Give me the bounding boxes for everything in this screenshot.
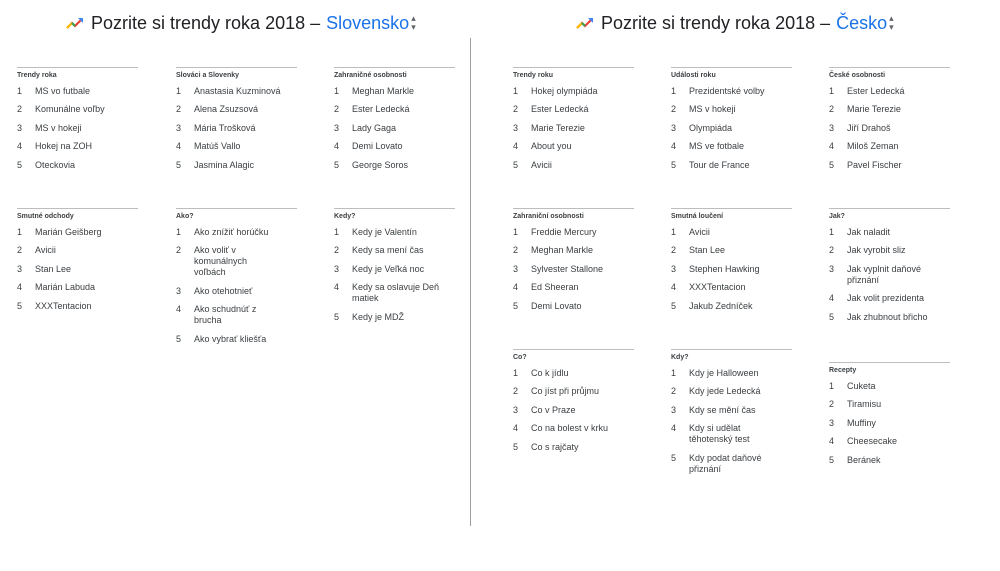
item-label: Kdy jede Ledecká bbox=[689, 386, 761, 397]
list-item[interactable] bbox=[176, 227, 297, 238]
list-item[interactable] bbox=[17, 227, 138, 238]
list-item[interactable] bbox=[513, 301, 634, 312]
header-title: Pozrite si trendy roka 2018 – bbox=[91, 12, 321, 33]
list-item[interactable] bbox=[17, 86, 138, 97]
header-slovakia bbox=[66, 8, 416, 38]
block-title: Smutné odchody bbox=[17, 208, 138, 222]
block-title: Ako? bbox=[176, 208, 297, 222]
rank-number: 1 bbox=[513, 227, 519, 237]
item-label: Ester Ledecká bbox=[352, 104, 410, 115]
list-item[interactable] bbox=[829, 123, 950, 134]
item-label: Freddie Mercury bbox=[531, 227, 597, 237]
block-title: Kedy? bbox=[334, 208, 455, 222]
block-title: Smutná loučení bbox=[671, 208, 792, 222]
list-item[interactable] bbox=[671, 423, 792, 445]
rank-number: 5 bbox=[671, 452, 677, 463]
item-label: Prezidentské volby bbox=[689, 86, 765, 96]
list-item[interactable] bbox=[513, 386, 634, 397]
block-cz-co bbox=[513, 349, 634, 460]
rank-number: 3 bbox=[671, 122, 677, 133]
list-item[interactable] bbox=[176, 141, 297, 152]
block-sk-ako bbox=[176, 208, 297, 352]
block-cz-smutna-louceni bbox=[671, 208, 792, 319]
item-label: Jiří Drahoš bbox=[847, 122, 891, 133]
header-czechia bbox=[576, 8, 894, 38]
list-item[interactable] bbox=[829, 455, 950, 466]
block-cz-jak bbox=[829, 208, 950, 330]
item-label: Avicii bbox=[689, 227, 710, 237]
list-item[interactable] bbox=[671, 301, 792, 312]
item-label: Co v Praze bbox=[531, 404, 576, 415]
item-label: Matúš Vallo bbox=[194, 141, 241, 152]
list-item[interactable] bbox=[829, 160, 950, 171]
item-label: MS ve fotbale bbox=[689, 141, 745, 152]
item-label: Ako vybrať kliešťa bbox=[194, 333, 267, 344]
rank-number: 5 bbox=[334, 311, 340, 322]
item-label: Kdy podat daňové přiznání bbox=[689, 452, 762, 474]
block-cz-kdy bbox=[671, 349, 792, 482]
list-item[interactable] bbox=[17, 104, 138, 115]
list-item[interactable] bbox=[829, 141, 950, 152]
list-item[interactable] bbox=[671, 282, 792, 293]
trend-list bbox=[513, 86, 634, 171]
block-cz-ceske-osobnosti bbox=[829, 67, 950, 178]
item-label: Oteckovia bbox=[35, 159, 76, 170]
item-label: Marián Labuda bbox=[35, 282, 96, 293]
item-label: Co k jídlu bbox=[531, 368, 569, 378]
rank-number: 1 bbox=[513, 86, 519, 96]
list-item[interactable] bbox=[671, 264, 792, 275]
list-item[interactable] bbox=[513, 282, 634, 293]
rank-number: 4 bbox=[829, 436, 835, 447]
rank-number: 5 bbox=[671, 300, 677, 311]
rank-number: 1 bbox=[671, 86, 677, 96]
rank-number: 3 bbox=[671, 404, 677, 415]
rank-number: 2 bbox=[17, 245, 23, 256]
rank-number: 1 bbox=[17, 227, 23, 237]
list-item[interactable] bbox=[829, 436, 950, 447]
rank-number: 4 bbox=[513, 282, 519, 293]
rank-number: 1 bbox=[829, 227, 835, 237]
item-label: Kedy je MDŽ bbox=[352, 311, 405, 322]
trend-list bbox=[176, 86, 297, 171]
trend-list bbox=[17, 86, 138, 171]
rank-number: 1 bbox=[334, 227, 340, 237]
rank-number: 2 bbox=[829, 245, 835, 256]
list-item[interactable] bbox=[334, 86, 455, 97]
list-item[interactable] bbox=[176, 334, 297, 345]
block-sk-smutne-odchody bbox=[17, 208, 138, 319]
rank-number: 1 bbox=[17, 86, 23, 96]
header-title: Pozrite si trendy roka 2018 – bbox=[601, 12, 831, 33]
block-sk-trendy-roka bbox=[17, 67, 138, 178]
item-label: Muffiny bbox=[847, 417, 876, 428]
rank-number: 2 bbox=[829, 104, 835, 115]
rank-number: 1 bbox=[671, 368, 677, 378]
item-label: Jak naladit bbox=[847, 227, 891, 237]
item-label: Sylvester Stallone bbox=[531, 263, 604, 274]
list-item[interactable] bbox=[334, 104, 455, 115]
item-label: MS vo futbale bbox=[35, 86, 91, 96]
item-label: Co jíst při průjmu bbox=[531, 386, 600, 397]
list-item[interactable] bbox=[829, 418, 950, 429]
rank-number: 1 bbox=[334, 86, 340, 96]
rank-number: 1 bbox=[671, 227, 677, 237]
list-item[interactable] bbox=[513, 264, 634, 275]
item-label: Ako otehotnieť bbox=[194, 285, 253, 296]
rank-number: 4 bbox=[829, 141, 835, 152]
trend-list bbox=[176, 227, 297, 345]
list-item[interactable] bbox=[829, 264, 950, 286]
rank-number: 4 bbox=[17, 141, 23, 152]
rank-number: 5 bbox=[513, 441, 519, 452]
list-item[interactable] bbox=[176, 286, 297, 297]
list-item[interactable] bbox=[671, 245, 792, 256]
item-label: Marie Terezie bbox=[847, 104, 901, 115]
rank-number: 1 bbox=[829, 86, 835, 96]
trend-list bbox=[829, 86, 950, 171]
item-label: Meghan Markle bbox=[531, 245, 594, 256]
item-label: Komunálne voľby bbox=[35, 104, 105, 115]
block-title: Zahraniční osobnosti bbox=[513, 208, 634, 222]
list-item[interactable] bbox=[829, 312, 950, 323]
list-item[interactable] bbox=[513, 405, 634, 416]
list-item[interactable] bbox=[176, 304, 297, 326]
rank-number: 4 bbox=[513, 423, 519, 434]
list-item[interactable] bbox=[334, 160, 455, 171]
rank-number: 3 bbox=[829, 263, 835, 274]
rank-number: 5 bbox=[176, 333, 182, 344]
list-item[interactable] bbox=[671, 86, 792, 97]
trend-list bbox=[671, 227, 792, 312]
block-cz-recepty bbox=[829, 362, 950, 473]
list-item[interactable] bbox=[829, 104, 950, 115]
list-item[interactable] bbox=[176, 245, 297, 278]
block-cz-zahranicni-osobnosti bbox=[513, 208, 634, 319]
rank-number: 3 bbox=[17, 263, 23, 274]
list-item[interactable] bbox=[671, 405, 792, 416]
item-label: MS v hokeji bbox=[35, 122, 82, 133]
item-label: Co na bolest v krku bbox=[531, 423, 609, 434]
item-label: Jak vyplnit daňové přiznání bbox=[847, 263, 922, 285]
item-label: Tour de France bbox=[689, 159, 750, 170]
block-sk-slovaci-a-slovenky bbox=[176, 67, 297, 178]
item-label: Kdy se mění čas bbox=[689, 404, 756, 415]
item-label: Marián Geišberg bbox=[35, 227, 102, 237]
list-item[interactable] bbox=[671, 453, 792, 475]
item-label: Jak volit prezidenta bbox=[847, 293, 925, 304]
rank-number: 2 bbox=[671, 104, 677, 115]
list-item[interactable] bbox=[17, 282, 138, 293]
item-label: Kedy sa mení čas bbox=[352, 245, 424, 256]
rank-number: 4 bbox=[176, 304, 182, 315]
item-label: George Soros bbox=[352, 159, 409, 170]
rank-number: 4 bbox=[17, 282, 23, 293]
trend-list bbox=[513, 227, 634, 312]
item-label: Hokej olympiáda bbox=[531, 86, 598, 96]
item-label: Kdy je Halloween bbox=[689, 368, 759, 378]
item-label: Avicii bbox=[531, 159, 552, 170]
block-title: Trendy roku bbox=[513, 67, 634, 81]
rank-number: 3 bbox=[334, 122, 340, 133]
rank-number: 4 bbox=[334, 282, 340, 293]
rank-number: 2 bbox=[176, 245, 182, 256]
list-item[interactable] bbox=[17, 141, 138, 152]
item-label: Jak zhubnout břicho bbox=[847, 311, 928, 322]
block-cz-trendy-roku bbox=[513, 67, 634, 178]
block-title: Události roku bbox=[671, 67, 792, 81]
item-label: Olympiáda bbox=[689, 122, 733, 133]
list-item[interactable] bbox=[176, 104, 297, 115]
item-label: Cheesecake bbox=[847, 436, 898, 447]
list-item[interactable] bbox=[17, 301, 138, 312]
item-label: Ako voliť v komunálnych voľbách bbox=[194, 245, 248, 278]
rank-number: 5 bbox=[17, 159, 23, 170]
block-sk-kedy bbox=[334, 208, 455, 330]
item-label: Hokej na ZOH bbox=[35, 141, 93, 152]
rank-number: 2 bbox=[176, 104, 182, 115]
item-label: Tiramisu bbox=[847, 399, 882, 410]
list-item[interactable] bbox=[17, 264, 138, 275]
list-item[interactable] bbox=[334, 264, 455, 275]
list-item[interactable] bbox=[334, 282, 455, 304]
list-item[interactable] bbox=[829, 245, 950, 256]
rank-number: 5 bbox=[17, 300, 23, 311]
rank-number: 1 bbox=[176, 86, 182, 96]
item-label: Pavel Fischer bbox=[847, 159, 902, 170]
block-title: Recepty bbox=[829, 362, 950, 376]
item-label: Demi Lovato bbox=[352, 141, 403, 152]
list-item[interactable] bbox=[17, 245, 138, 256]
rank-number: 4 bbox=[829, 293, 835, 304]
list-item[interactable] bbox=[513, 123, 634, 134]
block-title: Jak? bbox=[829, 208, 950, 222]
region-selector-cesko[interactable]: Česko bbox=[836, 12, 888, 33]
trend-list bbox=[513, 368, 634, 453]
rank-number: 4 bbox=[671, 141, 677, 152]
rank-number: 1 bbox=[513, 368, 519, 378]
center-divider bbox=[470, 38, 471, 526]
block-cz-udalosti-roku bbox=[671, 67, 792, 178]
list-item[interactable] bbox=[513, 442, 634, 453]
list-item[interactable] bbox=[176, 86, 297, 97]
list-item[interactable] bbox=[17, 160, 138, 171]
rank-number: 3 bbox=[334, 263, 340, 274]
trend-list bbox=[334, 227, 455, 323]
list-item[interactable] bbox=[671, 386, 792, 397]
rank-number: 3 bbox=[671, 263, 677, 274]
rank-number: 2 bbox=[334, 245, 340, 256]
rank-number: 3 bbox=[513, 122, 519, 133]
trending-icon bbox=[576, 16, 594, 30]
list-item[interactable] bbox=[671, 368, 792, 379]
rank-number: 2 bbox=[17, 104, 23, 115]
item-label: Ed Sheeran bbox=[531, 282, 579, 293]
list-item[interactable] bbox=[334, 141, 455, 152]
list-item[interactable] bbox=[334, 312, 455, 323]
trend-list bbox=[334, 86, 455, 171]
item-label: XXXTentacion bbox=[689, 282, 746, 293]
list-item[interactable] bbox=[671, 160, 792, 171]
item-label: Lady Gaga bbox=[352, 122, 397, 133]
item-label: XXXTentacion bbox=[35, 300, 92, 311]
rank-number: 4 bbox=[671, 282, 677, 293]
list-item[interactable] bbox=[829, 227, 950, 238]
item-label: Miloš Zeman bbox=[847, 141, 899, 152]
list-item[interactable] bbox=[513, 245, 634, 256]
item-label: Ako znížiť horúčku bbox=[194, 227, 269, 237]
rank-number: 2 bbox=[671, 386, 677, 397]
rank-number: 5 bbox=[829, 311, 835, 322]
rank-number: 5 bbox=[829, 454, 835, 465]
list-item[interactable] bbox=[513, 104, 634, 115]
list-item[interactable] bbox=[176, 160, 297, 171]
block-sk-zahranicne-osobnosti bbox=[334, 67, 455, 178]
list-item[interactable] bbox=[671, 141, 792, 152]
item-label: Anastasia Kuzminová bbox=[194, 86, 281, 96]
list-item[interactable] bbox=[334, 245, 455, 256]
trend-list bbox=[671, 368, 792, 475]
rank-number: 1 bbox=[829, 381, 835, 391]
block-title: České osobnosti bbox=[829, 67, 950, 81]
trend-list bbox=[829, 227, 950, 323]
item-label: Alena Zsuzsová bbox=[194, 104, 259, 115]
item-label: Kedy je Valentín bbox=[352, 227, 417, 237]
item-label: Cuketa bbox=[847, 381, 876, 391]
item-label: Ako schudnúť z brucha bbox=[194, 304, 257, 326]
item-label: Jakub Zedníček bbox=[689, 300, 753, 311]
item-label: Beránek bbox=[847, 454, 881, 465]
updown-icon[interactable]: ▴ ▾ bbox=[889, 13, 894, 32]
rank-number: 5 bbox=[513, 300, 519, 311]
trend-list bbox=[17, 227, 138, 312]
item-label: Avicii bbox=[35, 245, 56, 256]
rank-number: 5 bbox=[176, 159, 182, 170]
item-label: Jak vyrobit sliz bbox=[847, 245, 906, 256]
list-item[interactable] bbox=[671, 104, 792, 115]
rank-number: 3 bbox=[513, 263, 519, 274]
list-item[interactable] bbox=[334, 227, 455, 238]
block-title: Slováci a Slovenky bbox=[176, 67, 297, 81]
item-label: Stan Lee bbox=[35, 263, 72, 274]
rank-number: 4 bbox=[334, 141, 340, 152]
item-label: Meghan Markle bbox=[352, 86, 415, 96]
list-item[interactable] bbox=[513, 86, 634, 97]
rank-number: 2 bbox=[513, 104, 519, 115]
list-item[interactable] bbox=[176, 123, 297, 134]
item-label: Ester Ledecká bbox=[847, 86, 905, 96]
trend-list bbox=[829, 381, 950, 466]
list-item[interactable] bbox=[513, 227, 634, 238]
trend-list bbox=[671, 86, 792, 171]
item-label: Kedy sa oslavuje Deň matiek bbox=[352, 282, 440, 304]
rank-number: 2 bbox=[513, 245, 519, 256]
item-label: MS v hokeji bbox=[689, 104, 736, 115]
block-title: Zahraničné osobnosti bbox=[334, 67, 455, 81]
rank-number: 3 bbox=[176, 285, 182, 296]
rank-number: 4 bbox=[671, 423, 677, 434]
rank-number: 5 bbox=[334, 159, 340, 170]
rank-number: 3 bbox=[829, 122, 835, 133]
item-label: Co s rajčaty bbox=[531, 441, 579, 452]
list-item[interactable] bbox=[671, 227, 792, 238]
list-item[interactable] bbox=[513, 368, 634, 379]
rank-number: 3 bbox=[829, 417, 835, 428]
list-item[interactable] bbox=[829, 86, 950, 97]
updown-icon[interactable]: ▴ ▾ bbox=[411, 13, 416, 32]
rank-number: 3 bbox=[513, 404, 519, 415]
rank-number: 3 bbox=[17, 122, 23, 133]
item-label: Kedy je Veľká noc bbox=[352, 263, 425, 274]
rank-number: 4 bbox=[176, 141, 182, 152]
item-label: Stephen Hawking bbox=[689, 263, 760, 274]
rank-number: 4 bbox=[513, 141, 519, 152]
item-label: Ester Ledecká bbox=[531, 104, 589, 115]
list-item[interactable] bbox=[671, 123, 792, 134]
list-item[interactable] bbox=[334, 123, 455, 134]
list-item[interactable] bbox=[829, 293, 950, 304]
block-title: Kdy? bbox=[671, 349, 792, 363]
trending-icon bbox=[66, 16, 84, 30]
list-item[interactable] bbox=[17, 123, 138, 134]
block-title: Co? bbox=[513, 349, 634, 363]
list-item[interactable] bbox=[513, 141, 634, 152]
list-item[interactable] bbox=[513, 160, 634, 171]
rank-number: 2 bbox=[334, 104, 340, 115]
list-item[interactable] bbox=[829, 399, 950, 410]
item-label: Demi Lovato bbox=[531, 300, 582, 311]
item-label: Mária Trošková bbox=[194, 122, 256, 133]
rank-number: 1 bbox=[176, 227, 182, 237]
list-item[interactable] bbox=[829, 381, 950, 392]
list-item[interactable] bbox=[513, 423, 634, 434]
block-title: Trendy roka bbox=[17, 67, 138, 81]
rank-number: 5 bbox=[829, 159, 835, 170]
item-label: Stan Lee bbox=[689, 245, 726, 256]
item-label: Jasmina Alagic bbox=[194, 159, 255, 170]
rank-number: 2 bbox=[829, 399, 835, 410]
rank-number: 2 bbox=[513, 386, 519, 397]
rank-number: 3 bbox=[176, 122, 182, 133]
item-label: Kdy si udělat těhotenský test bbox=[689, 423, 750, 445]
item-label: Marie Terezie bbox=[531, 122, 585, 133]
region-selector-slovensko[interactable]: Slovensko bbox=[326, 12, 410, 33]
item-label: About you bbox=[531, 141, 572, 152]
rank-number: 5 bbox=[671, 159, 677, 170]
rank-number: 2 bbox=[671, 245, 677, 256]
rank-number: 5 bbox=[513, 159, 519, 170]
